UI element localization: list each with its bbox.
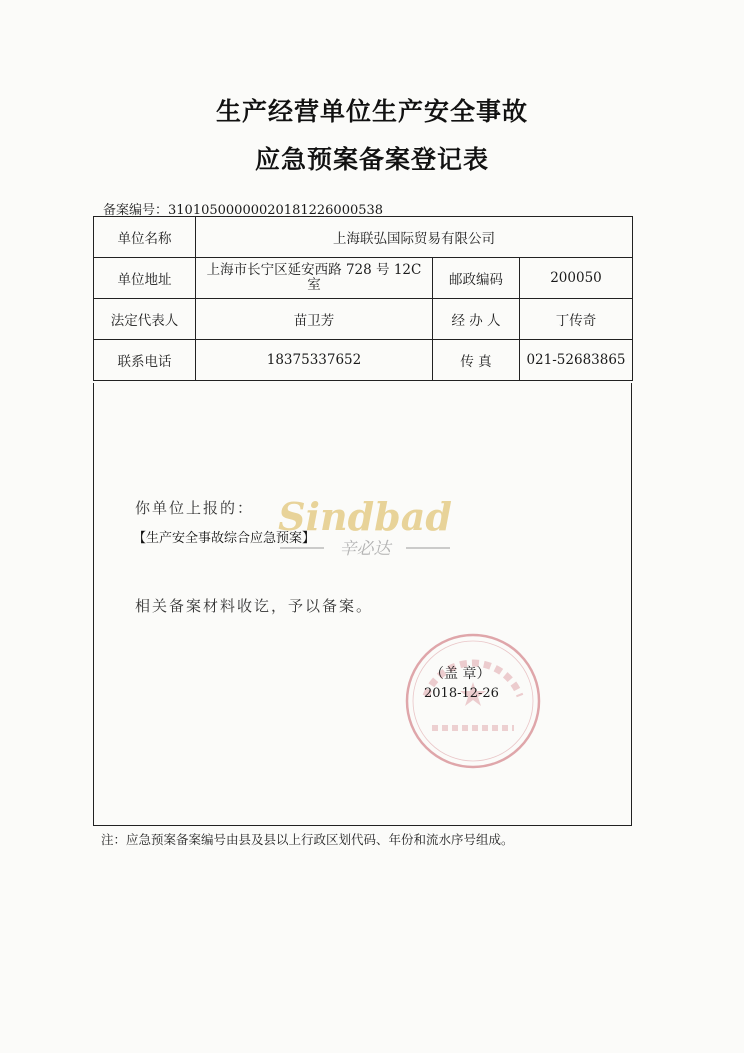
document-title-line1: 生产经营单位生产安全事故 xyxy=(215,97,528,126)
unit-name-value: 上海联弘国际贸易有限公司 xyxy=(196,217,633,258)
watermark-brand-cn: 辛必达 xyxy=(339,539,391,559)
plan-name: 【生产安全事故综合应急预案】 xyxy=(133,531,316,546)
reported-text: 你单位上报的： xyxy=(135,499,255,517)
unit-address-value: 上海市长宁区延安西路 728 号 12C 室 xyxy=(196,258,433,299)
handler-value: 丁传奇 xyxy=(520,299,633,340)
postal-code-value: 200050 xyxy=(520,258,633,299)
watermark-brand: Sindbad xyxy=(278,494,452,539)
record-number-value: 31010500000020181226000538 xyxy=(168,203,384,218)
unit-address-label: 单位地址 xyxy=(94,258,196,299)
table-row xyxy=(94,217,633,258)
phone-value: 18375337652 xyxy=(196,340,433,381)
legal-rep-label: 法定代表人 xyxy=(94,299,196,340)
table-row xyxy=(94,258,633,299)
fax-label: 传 真 xyxy=(433,340,520,381)
phone-label: 联系电话 xyxy=(94,340,196,381)
handler-label: 经 办 人 xyxy=(433,299,520,340)
table-row xyxy=(94,299,633,340)
official-seal-icon xyxy=(402,630,544,772)
record-number-label: 备案编号： xyxy=(103,203,169,218)
postal-code-label: 邮政编码 xyxy=(433,258,520,299)
seal-label: （盖 章） xyxy=(430,666,491,682)
accepted-text: 相关备案材料收讫，予以备案。 xyxy=(135,597,374,615)
registration-table xyxy=(93,216,633,381)
sindbad-watermark xyxy=(262,494,468,562)
unit-name-label: 单位名称 xyxy=(94,217,196,258)
footnote: 注：应急预案备案编号由县及县以上行政区划代码、年份和流水序号组成。 xyxy=(101,832,514,847)
document-title-line2: 应急预案备案登记表 xyxy=(254,145,489,174)
legal-rep-value: 苗卫芳 xyxy=(196,299,433,340)
fax-value: 021-52683865 xyxy=(520,340,633,381)
seal-date: 2018-12-26 xyxy=(424,686,499,701)
table-row xyxy=(94,340,633,381)
